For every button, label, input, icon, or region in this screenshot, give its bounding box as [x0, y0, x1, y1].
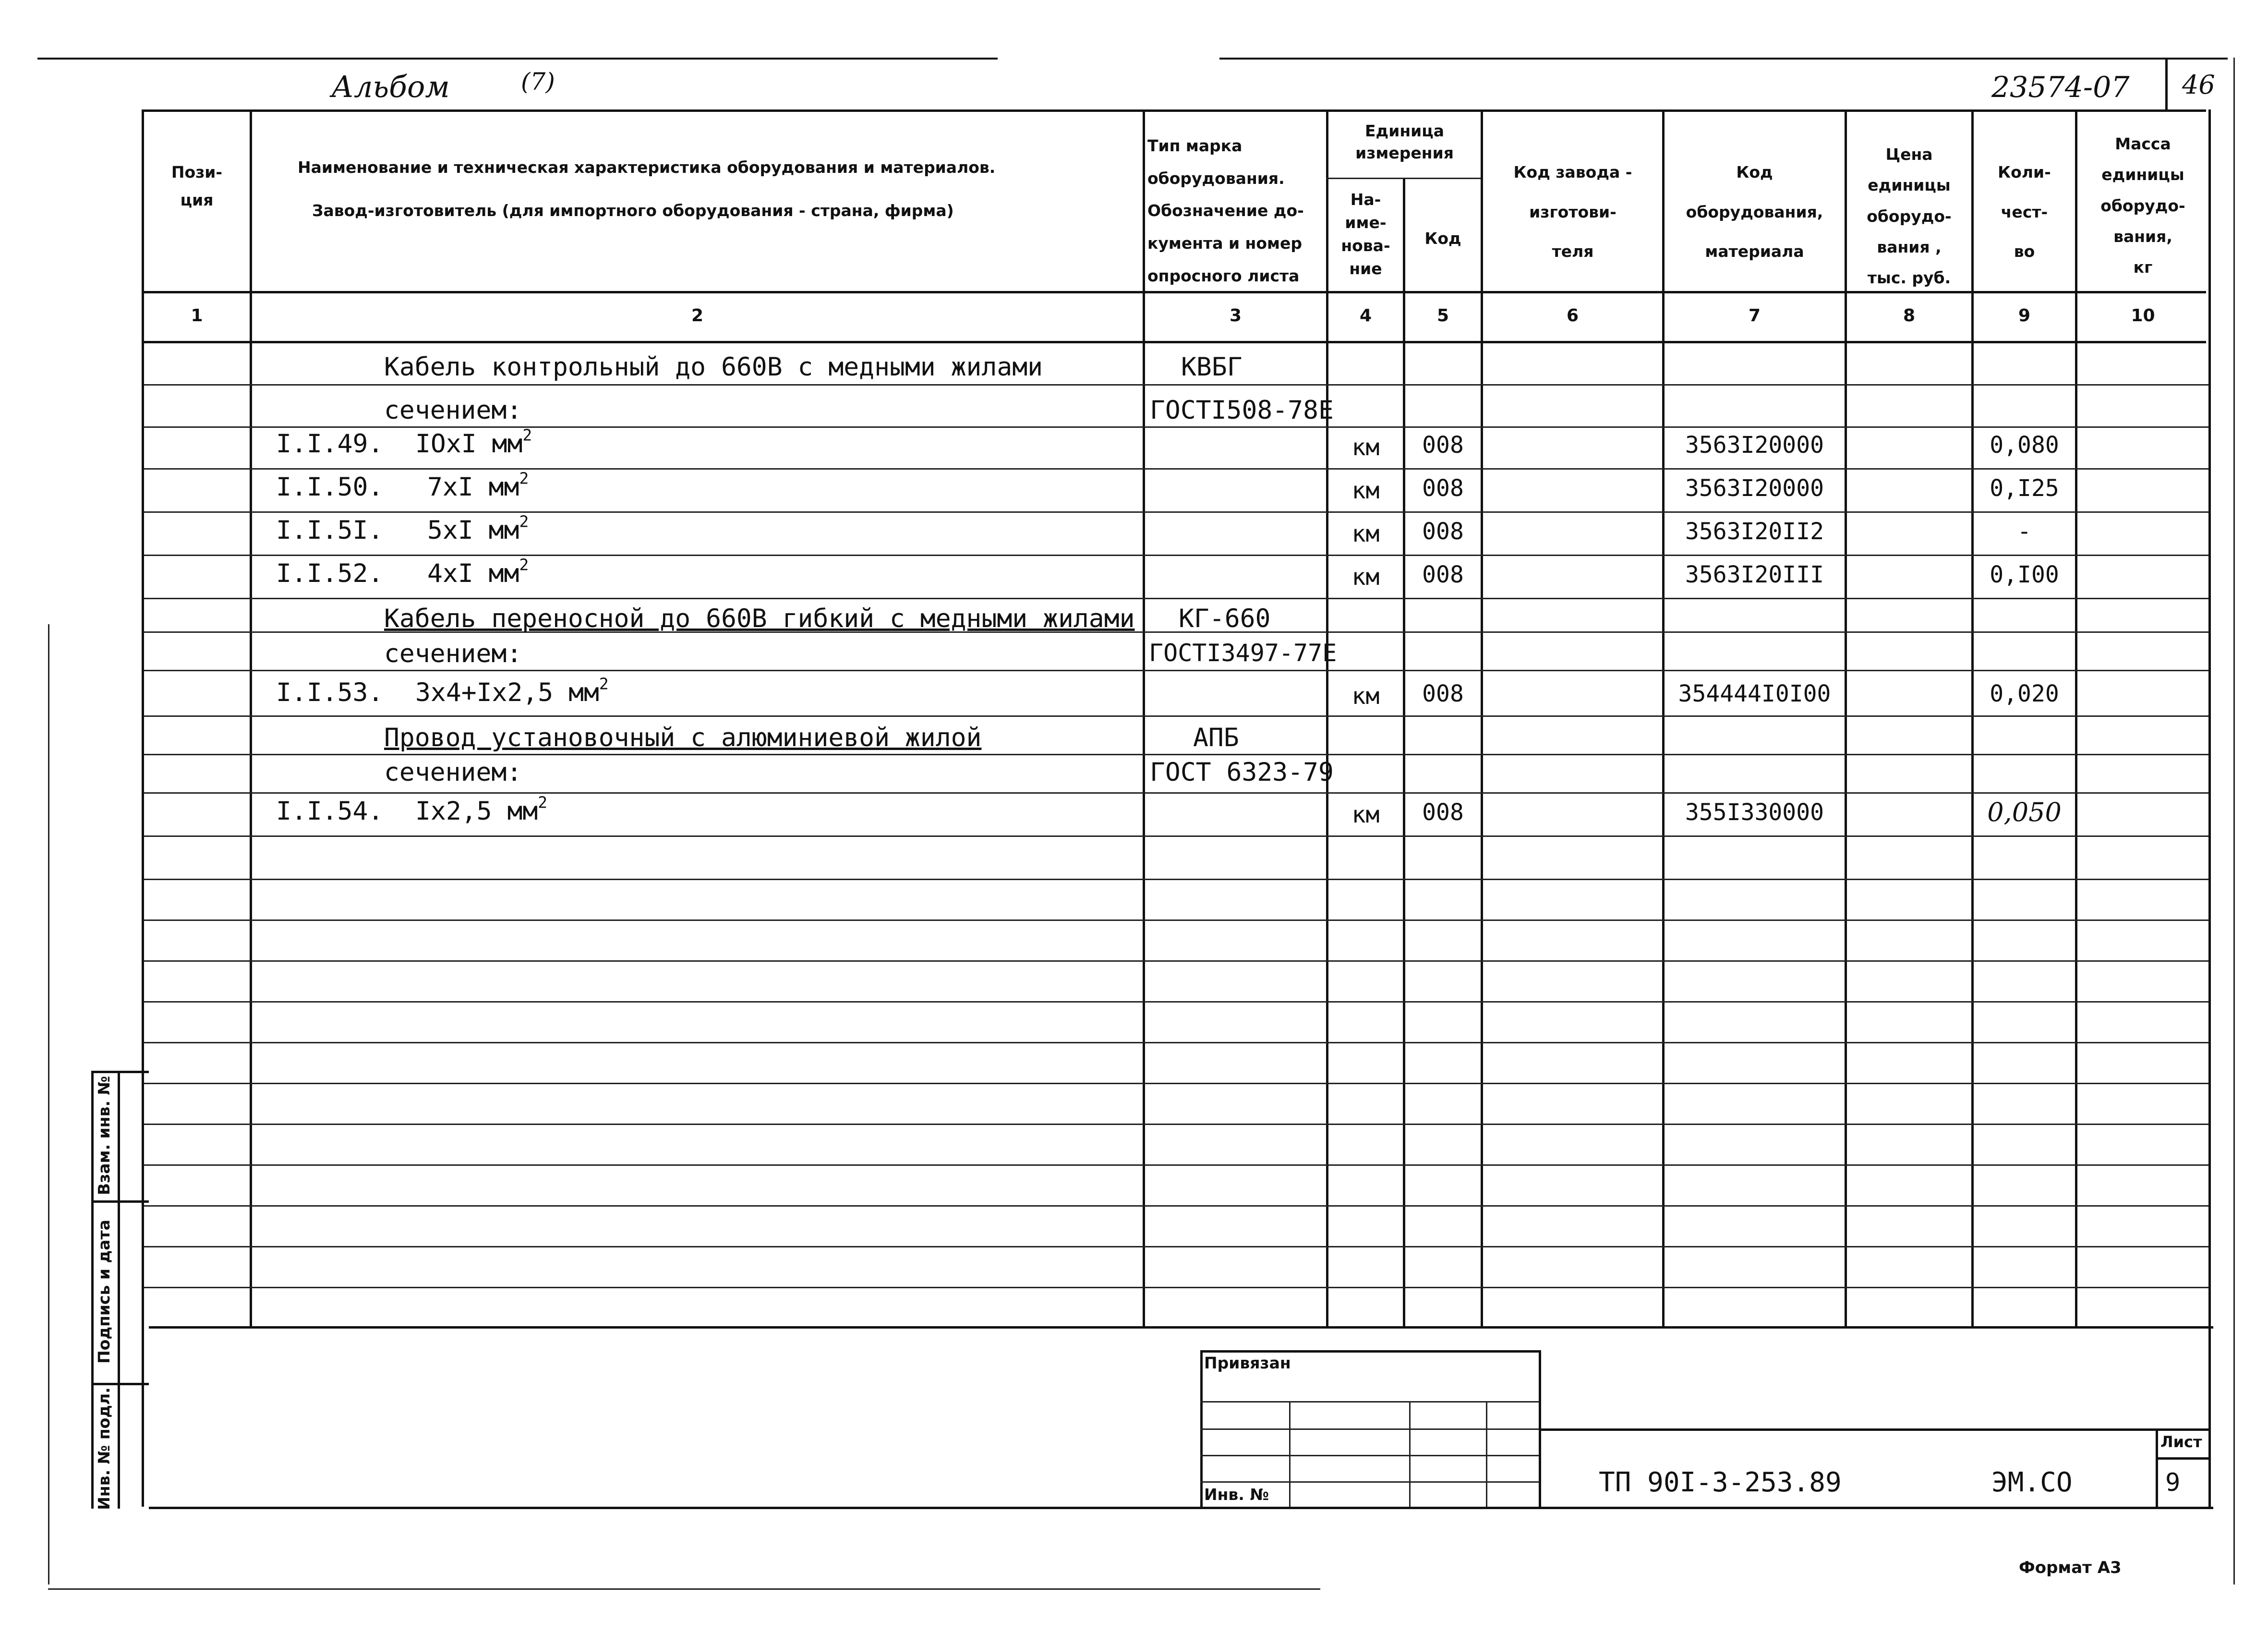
- row-unit: км: [1351, 520, 1380, 547]
- inventory-label: Инв. №: [1204, 1485, 1269, 1504]
- header-unit-name: На- име- нова- ние: [1341, 190, 1390, 278]
- row-quantity: 0,I00: [1990, 561, 2059, 588]
- header-unit-group: Единица измерения: [1355, 121, 1454, 163]
- row-name: сечением:: [384, 639, 522, 668]
- table-row-line: [144, 715, 2208, 717]
- row-unit-code: 008: [1422, 518, 1464, 545]
- row-unit: км: [1351, 564, 1380, 591]
- table-row-line: [144, 754, 2208, 755]
- row-material-code: 354444I0I00: [1678, 680, 1831, 707]
- header-plant-code: Код завода - изготови- теля: [1513, 163, 1632, 261]
- row-name: 3x4+Ix2,5 мм: [415, 678, 599, 707]
- row-unit-code: 008: [1422, 432, 1464, 459]
- row-name: Ix2,5 мм: [415, 797, 538, 826]
- table-row-line: [144, 1083, 2208, 1084]
- unit-group-divider: [1326, 178, 1481, 179]
- bound-box-col-1: [1289, 1401, 1291, 1507]
- table-row-line: [144, 468, 2208, 470]
- row-quantity: 0,050: [1987, 797, 2062, 827]
- side-stamp-left-border: [91, 1071, 94, 1509]
- sheet-total: 46: [2182, 70, 2215, 100]
- col-number-6: 6: [1566, 306, 1579, 326]
- header-price: Цена единицы оборудо- вания , тыс. руб.: [1867, 145, 1952, 288]
- frame-left-outer: [48, 624, 49, 1585]
- row-position: I.I.53.: [276, 678, 384, 707]
- row-name: 4xI мм: [427, 559, 519, 588]
- table-row-line: [144, 792, 2208, 794]
- header-position: Пози- ция: [171, 163, 223, 209]
- row-name: сечением:: [384, 758, 522, 787]
- table-row-line: [144, 384, 2208, 386]
- sheet-label: Лист: [2160, 1433, 2202, 1451]
- title-strip-top: [1539, 1428, 2211, 1431]
- table-row-line: [144, 426, 2208, 428]
- row-unit: км: [1351, 434, 1380, 461]
- header-type: Тип марка оборудования. Обозначение до- кумента и номер опросного листа: [1147, 136, 1304, 285]
- side-stamp-divider: [118, 1071, 120, 1509]
- side-stamp-replacement: Взам. инв. №: [95, 1076, 113, 1196]
- row-unit-code: 008: [1422, 561, 1464, 588]
- bound-box-line-3: [1200, 1455, 1539, 1456]
- col-number-2: 2: [691, 306, 704, 326]
- row-unit-code: 008: [1422, 680, 1464, 707]
- col-divider-5: [1481, 109, 1483, 1326]
- header-name-line2: Завод-изготовитель (для импортного оборудования - страна, фирма): [312, 201, 954, 220]
- table-row-line: [144, 1205, 2208, 1207]
- document-code: 23574-07: [1991, 71, 2130, 104]
- bound-box-line-2: [1200, 1428, 1539, 1430]
- col-number-9: 9: [2018, 306, 2031, 326]
- table-right-border: [2208, 109, 2211, 1507]
- col-divider-9: [2075, 109, 2077, 1326]
- row-name: IOxI мм: [415, 429, 523, 459]
- bound-box-col-3: [1486, 1401, 1487, 1507]
- row-name-exponent: 2: [538, 793, 548, 812]
- frame-top-left: [37, 58, 998, 60]
- row-position: I.I.50.: [276, 472, 384, 502]
- table-row-line: [144, 1042, 2208, 1043]
- col-number-3: 3: [1229, 306, 1242, 326]
- bound-box-line-1: [1200, 1401, 1539, 1403]
- table-bottom-border: [149, 1326, 2213, 1329]
- col-number-8: 8: [1903, 306, 1916, 326]
- table-top-border: [142, 109, 2206, 112]
- row-name-exponent: 2: [519, 469, 529, 488]
- row-unit-code: 008: [1422, 799, 1464, 826]
- row-type: ГОСТI508-78Е: [1150, 396, 1334, 425]
- col-number-10: 10: [2131, 306, 2155, 326]
- row-name-exponent: 2: [599, 674, 609, 693]
- sheet-box-divider: [2156, 1457, 2211, 1460]
- table-row-line: [144, 511, 2208, 513]
- row-name-exponent: 2: [519, 555, 529, 574]
- row-unit: км: [1351, 801, 1380, 828]
- row-material-code: 355I330000: [1685, 799, 1824, 826]
- sheet-number: 9: [2165, 1468, 2181, 1497]
- table-row-line: [144, 670, 2208, 671]
- table-row-line: [144, 1001, 2208, 1003]
- sheet-total-divider: [2165, 59, 2168, 110]
- sheet-box-left: [2156, 1428, 2158, 1507]
- bound-box-col-2: [1409, 1401, 1411, 1507]
- table-row-line: [144, 1246, 2208, 1247]
- side-stamp-inventory: Инв. № подл.: [95, 1387, 113, 1510]
- row-material-code: 3563I20000: [1685, 432, 1824, 459]
- row-quantity: 0,I25: [1990, 475, 2059, 502]
- header-material-code: Код оборудования, материала: [1686, 163, 1823, 261]
- row-quantity: -: [2017, 518, 2031, 545]
- col-number-5: 5: [1436, 306, 1449, 326]
- row-position: I.I.52.: [276, 559, 384, 588]
- col-number-4: 4: [1359, 306, 1372, 326]
- header-quantity: Коли- чест- во: [1998, 163, 2051, 261]
- header-unit-code: Код: [1424, 229, 1461, 248]
- row-position: I.I.54.: [276, 797, 384, 826]
- header-mass: Масса единицы оборудо- вания, кг: [2100, 134, 2185, 277]
- row-position: I.I.49.: [276, 429, 384, 459]
- row-type: ГОСТI3497-77Е: [1149, 639, 1337, 667]
- col-divider-4: [1403, 178, 1405, 1326]
- row-name-exponent: 2: [522, 425, 532, 445]
- table-row-line: [144, 879, 2208, 880]
- table-row-line: [144, 960, 2208, 962]
- frame-bottom-outer: [48, 1588, 1320, 1590]
- project-code: ТП 90I-3-253.89: [1599, 1467, 1842, 1498]
- row-name: Кабель переносной до 660В гибкий с медными жилами: [384, 604, 1135, 633]
- row-type: АПБ: [1193, 723, 1239, 752]
- bound-box-top: [1200, 1350, 1539, 1353]
- table-row-line: [144, 1124, 2208, 1125]
- row-unit: км: [1351, 683, 1380, 710]
- table-row-line: [144, 598, 2208, 599]
- bound-label: Привязан: [1204, 1354, 1291, 1372]
- row-unit-code: 008: [1422, 475, 1464, 502]
- col-divider-8: [1971, 109, 1974, 1326]
- row-name: Кабель контрольный до 660В с медными жилами: [384, 352, 1043, 382]
- col-divider-2: [1143, 109, 1145, 1326]
- row-name: сечением:: [384, 396, 522, 425]
- table-row-line: [144, 919, 2208, 921]
- document-mark: ЭМ.СО: [1991, 1467, 2073, 1498]
- row-type: КВБГ: [1181, 352, 1243, 382]
- numbers-bottom-border: [142, 341, 2206, 343]
- row-material-code: 3563I20000: [1685, 475, 1824, 502]
- row-material-code: 3563I20II2: [1685, 518, 1824, 545]
- col-number-1: 1: [191, 306, 203, 326]
- row-material-code: 3563I20III: [1685, 561, 1824, 588]
- row-name: 7xI мм: [427, 472, 519, 502]
- frame-bottom-border: [149, 1507, 2213, 1509]
- row-quantity: 0,080: [1990, 432, 2059, 459]
- frame-right-outer: [2233, 58, 2235, 1585]
- col-divider-3: [1326, 109, 1328, 1326]
- col-divider-6: [1662, 109, 1665, 1326]
- format-label: Формат А3: [2019, 1558, 2122, 1577]
- row-type: КГ-660: [1179, 604, 1271, 633]
- table-row-line: [144, 555, 2208, 556]
- bound-box-line-4: [1200, 1481, 1539, 1483]
- col-divider-1: [250, 109, 252, 1326]
- row-position: I.I.5I.: [276, 516, 384, 545]
- row-unit: км: [1351, 477, 1380, 504]
- row-type: ГОСТ 6323-79: [1150, 758, 1334, 787]
- table-row-line: [144, 835, 2208, 837]
- row-name: 5xI мм: [427, 516, 519, 545]
- album-label: Альбом: [331, 69, 450, 104]
- table-row-line: [144, 1164, 2208, 1166]
- row-name-exponent: 2: [519, 512, 529, 531]
- row-quantity: 0,020: [1990, 680, 2059, 707]
- frame-top-right: [1219, 58, 2228, 60]
- row-name: Провод установочный с алюминиевой жилой: [384, 723, 982, 752]
- col-number-7: 7: [1748, 306, 1761, 326]
- side-stamp-signature: Подпись и дата: [95, 1220, 113, 1364]
- header-name-line1: Наименование и техническая характеристика оборудования и материалов.: [298, 158, 996, 177]
- album-number: (7): [521, 68, 555, 96]
- table-row-line: [144, 1287, 2208, 1288]
